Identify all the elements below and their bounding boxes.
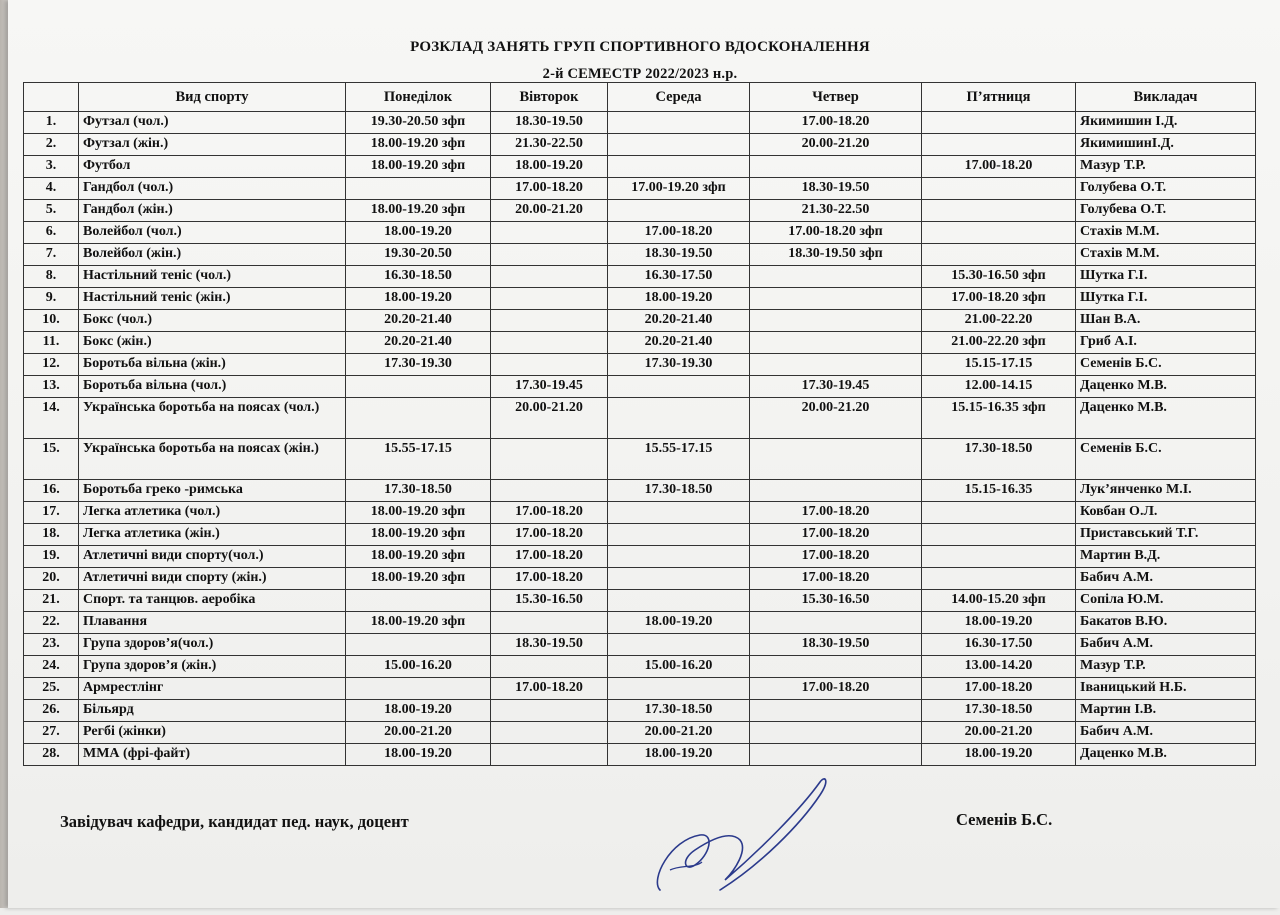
thursday-slot: 17.30-19.45 — [750, 376, 922, 398]
table-row — [24, 656, 1256, 678]
table-row — [24, 200, 1256, 222]
friday-slot: 15.30-16.50 зфп — [922, 266, 1076, 288]
sport-name: Група здоров’я(чол.) — [79, 634, 346, 656]
monday-slot: 18.00-19.20 зфп — [346, 524, 491, 546]
monday-slot: 18.00-19.20 — [346, 222, 491, 244]
row-number: 4. — [24, 178, 79, 200]
teacher-name: Бабич А.М. — [1076, 722, 1256, 744]
teacher-name: Мазур Т.Р. — [1076, 156, 1256, 178]
wednesday-slot — [608, 634, 750, 656]
thursday-slot — [750, 354, 922, 376]
sport-name: Футзал (жін.) — [79, 134, 346, 156]
monday-slot: 17.30-18.50 — [346, 480, 491, 502]
table-row — [24, 700, 1256, 722]
thursday-slot — [750, 288, 922, 310]
tuesday-slot: 17.00-18.20 — [491, 568, 608, 590]
header-sport: Вид спорту — [79, 83, 346, 112]
row-number: 10. — [24, 310, 79, 332]
table-row — [24, 439, 1256, 480]
row-number: 13. — [24, 376, 79, 398]
table-row — [24, 722, 1256, 744]
table-row — [24, 524, 1256, 546]
row-number: 8. — [24, 266, 79, 288]
teacher-name: Голубева О.Т. — [1076, 200, 1256, 222]
monday-slot: 18.00-19.20 зфп — [346, 156, 491, 178]
tuesday-slot: 17.00-18.20 — [491, 502, 608, 524]
tuesday-slot: 20.00-21.20 — [491, 398, 608, 439]
row-number: 11. — [24, 332, 79, 354]
friday-slot: 20.00-21.20 — [922, 722, 1076, 744]
sport-name: Бокс (жін.) — [79, 332, 346, 354]
table-row — [24, 678, 1256, 700]
wednesday-slot — [608, 524, 750, 546]
friday-slot — [922, 200, 1076, 222]
row-number: 18. — [24, 524, 79, 546]
wednesday-slot — [608, 200, 750, 222]
thursday-slot: 17.00-18.20 — [750, 568, 922, 590]
wednesday-slot: 18.30-19.50 — [608, 244, 750, 266]
sport-name: Боротьба вільна (чол.) — [79, 376, 346, 398]
table-row — [24, 244, 1256, 266]
monday-slot — [346, 590, 491, 612]
tuesday-slot: 17.00-18.20 — [491, 546, 608, 568]
thursday-slot: 20.00-21.20 — [750, 134, 922, 156]
wednesday-slot — [608, 568, 750, 590]
table-row — [24, 634, 1256, 656]
sport-name: Легка атлетика (жін.) — [79, 524, 346, 546]
tuesday-slot — [491, 612, 608, 634]
sport-name: Боротьба греко -римська — [79, 480, 346, 502]
wednesday-slot: 17.30-19.30 — [608, 354, 750, 376]
teacher-name: Даценко М.В. — [1076, 398, 1256, 439]
wednesday-slot — [608, 156, 750, 178]
row-number: 2. — [24, 134, 79, 156]
document-title: РОЗКЛАД ЗАНЯТЬ ГРУП СПОРТИВНОГО ВДОСКОНАЛЕННЯ — [410, 39, 870, 55]
row-number: 3. — [24, 156, 79, 178]
thursday-slot — [750, 744, 922, 766]
friday-slot: 15.15-16.35 зфп — [922, 398, 1076, 439]
thursday-slot — [750, 332, 922, 354]
wednesday-slot — [608, 590, 750, 612]
thursday-slot: 18.30-19.50 — [750, 634, 922, 656]
thursday-slot — [750, 156, 922, 178]
teacher-name: Семенів Б.С. — [1076, 354, 1256, 376]
teacher-name: ЯкимишинІ.Д. — [1076, 134, 1256, 156]
sport-name: Українська боротьба на поясах (чол.) — [79, 398, 346, 439]
tuesday-slot — [491, 266, 608, 288]
friday-slot: 18.00-19.20 — [922, 612, 1076, 634]
footer-name: Семенів Б.С. — [956, 810, 1053, 829]
monday-slot: 18.00-19.20 — [346, 744, 491, 766]
sport-name: Гандбол (жін.) — [79, 200, 346, 222]
tuesday-slot: 18.00-19.20 — [491, 156, 608, 178]
table-row — [24, 156, 1256, 178]
header-thursday: Четвер — [750, 83, 922, 112]
thursday-slot — [750, 266, 922, 288]
friday-slot: 15.15-16.35 — [922, 480, 1076, 502]
monday-slot: 18.00-19.20 зфп — [346, 200, 491, 222]
monday-slot: 20.20-21.40 — [346, 310, 491, 332]
monday-slot: 16.30-18.50 — [346, 266, 491, 288]
sport-name: Настільний теніс (жін.) — [79, 288, 346, 310]
monday-slot: 18.00-19.20 — [346, 288, 491, 310]
monday-slot — [346, 376, 491, 398]
monday-slot — [346, 634, 491, 656]
wednesday-slot — [608, 112, 750, 134]
table-row — [24, 288, 1256, 310]
teacher-name: Гриб А.І. — [1076, 332, 1256, 354]
table-row — [24, 354, 1256, 376]
sport-name: ММА (фрі-файт) — [79, 744, 346, 766]
tuesday-slot — [491, 244, 608, 266]
sport-name: Регбі (жінки) — [79, 722, 346, 744]
teacher-name: Семенів Б.С. — [1076, 439, 1256, 480]
tuesday-slot — [491, 722, 608, 744]
table-row — [24, 134, 1256, 156]
teacher-name: Шутка Г.І. — [1076, 266, 1256, 288]
thursday-slot — [750, 656, 922, 678]
thursday-slot — [750, 310, 922, 332]
sport-name: Футбол — [79, 156, 346, 178]
tuesday-slot — [491, 439, 608, 480]
friday-slot: 17.00-18.20 зфп — [922, 288, 1076, 310]
thursday-slot: 17.00-18.20 — [750, 112, 922, 134]
wednesday-slot — [608, 546, 750, 568]
tuesday-slot — [491, 700, 608, 722]
thursday-slot: 20.00-21.20 — [750, 398, 922, 439]
tuesday-slot: 15.30-16.50 — [491, 590, 608, 612]
monday-slot: 18.00-19.20 зфп — [346, 134, 491, 156]
thursday-slot — [750, 612, 922, 634]
friday-slot: 16.30-17.50 — [922, 634, 1076, 656]
thursday-slot — [750, 722, 922, 744]
thursday-slot — [750, 480, 922, 502]
table-row — [24, 398, 1256, 439]
document-subtitle: 2-й СЕМЕСТР 2022/2023 н.р. — [542, 66, 738, 82]
table-row — [24, 480, 1256, 502]
row-number: 22. — [24, 612, 79, 634]
tuesday-slot: 17.00-18.20 — [491, 678, 608, 700]
friday-slot — [922, 546, 1076, 568]
table-row — [24, 568, 1256, 590]
friday-slot: 21.00-22.20 — [922, 310, 1076, 332]
teacher-name: Мартин В.Д. — [1076, 546, 1256, 568]
monday-slot: 20.20-21.40 — [346, 332, 491, 354]
table-row — [24, 178, 1256, 200]
thursday-slot: 21.30-22.50 — [750, 200, 922, 222]
sport-name: Легка атлетика (чол.) — [79, 502, 346, 524]
row-number: 16. — [24, 480, 79, 502]
friday-slot: 17.00-18.20 — [922, 156, 1076, 178]
sport-name: Атлетичні види спорту (жін.) — [79, 568, 346, 590]
teacher-name: Шан В.А. — [1076, 310, 1256, 332]
row-number: 5. — [24, 200, 79, 222]
thursday-slot — [750, 439, 922, 480]
wednesday-slot: 15.00-16.20 — [608, 656, 750, 678]
monday-slot: 15.00-16.20 — [346, 656, 491, 678]
table-row — [24, 112, 1256, 134]
friday-slot: 15.15-17.15 — [922, 354, 1076, 376]
wednesday-slot — [608, 134, 750, 156]
sport-name: Бокс (чол.) — [79, 310, 346, 332]
header-teacher: Викладач — [1076, 83, 1256, 112]
thursday-slot: 17.00-18.20 — [750, 546, 922, 568]
thursday-slot: 18.30-19.50 — [750, 178, 922, 200]
friday-slot — [922, 222, 1076, 244]
teacher-name: Стахів М.М. — [1076, 222, 1256, 244]
sport-name: Волейбол (чол.) — [79, 222, 346, 244]
friday-slot: 17.30-18.50 — [922, 439, 1076, 480]
wednesday-slot — [608, 678, 750, 700]
tuesday-slot — [491, 354, 608, 376]
wednesday-slot — [608, 376, 750, 398]
sport-name: Більярд — [79, 700, 346, 722]
monday-slot: 18.00-19.20 зфп — [346, 568, 491, 590]
wednesday-slot: 18.00-19.20 — [608, 744, 750, 766]
wednesday-slot: 20.00-21.20 — [608, 722, 750, 744]
wednesday-slot: 17.30-18.50 — [608, 700, 750, 722]
monday-slot: 18.00-19.20 зфп — [346, 612, 491, 634]
table-row — [24, 266, 1256, 288]
thursday-slot: 17.00-18.20 — [750, 524, 922, 546]
wednesday-slot: 16.30-17.50 — [608, 266, 750, 288]
table-row — [24, 502, 1256, 524]
header-number — [24, 83, 79, 112]
table-row — [24, 376, 1256, 398]
friday-slot — [922, 502, 1076, 524]
teacher-name: Бакатов В.Ю. — [1076, 612, 1256, 634]
sport-name: Атлетичні види спорту(чол.) — [79, 546, 346, 568]
row-number: 12. — [24, 354, 79, 376]
tuesday-slot: 18.30-19.50 — [491, 112, 608, 134]
friday-slot — [922, 178, 1076, 200]
monday-slot — [346, 678, 491, 700]
tuesday-slot — [491, 288, 608, 310]
thursday-slot: 17.00-18.20 — [750, 678, 922, 700]
teacher-name: Стахів М.М. — [1076, 244, 1256, 266]
friday-slot — [922, 112, 1076, 134]
monday-slot — [346, 398, 491, 439]
paper-edge — [0, 0, 8, 908]
tuesday-slot — [491, 222, 608, 244]
row-number: 27. — [24, 722, 79, 744]
sport-name: Футзал (чол.) — [79, 112, 346, 134]
sport-name: Армрестлінг — [79, 678, 346, 700]
monday-slot: 18.00-19.20 зфп — [346, 502, 491, 524]
table-row — [24, 590, 1256, 612]
table-row — [24, 310, 1256, 332]
tuesday-slot — [491, 480, 608, 502]
monday-slot: 17.30-19.30 — [346, 354, 491, 376]
monday-slot: 15.55-17.15 — [346, 439, 491, 480]
sport-name: Настільний теніс (чол.) — [79, 266, 346, 288]
friday-slot: 17.00-18.20 — [922, 678, 1076, 700]
thursday-slot — [750, 700, 922, 722]
wednesday-slot: 17.30-18.50 — [608, 480, 750, 502]
tuesday-slot — [491, 744, 608, 766]
row-number: 28. — [24, 744, 79, 766]
thursday-slot: 17.00-18.20 зфп — [750, 222, 922, 244]
monday-slot — [346, 178, 491, 200]
teacher-name: Іваницький Н.Б. — [1076, 678, 1256, 700]
row-number: 1. — [24, 112, 79, 134]
table-row — [24, 222, 1256, 244]
friday-slot: 13.00-14.20 — [922, 656, 1076, 678]
row-number: 26. — [24, 700, 79, 722]
wednesday-slot: 18.00-19.20 — [608, 612, 750, 634]
friday-slot — [922, 134, 1076, 156]
wednesday-slot: 20.20-21.40 — [608, 310, 750, 332]
row-number: 9. — [24, 288, 79, 310]
row-number: 20. — [24, 568, 79, 590]
teacher-name: Бабич А.М. — [1076, 634, 1256, 656]
row-number: 23. — [24, 634, 79, 656]
thursday-slot: 17.00-18.20 — [750, 502, 922, 524]
header-wednesday: Середа — [608, 83, 750, 112]
tuesday-slot — [491, 656, 608, 678]
wednesday-slot: 17.00-19.20 зфп — [608, 178, 750, 200]
teacher-name: Даценко М.В. — [1076, 376, 1256, 398]
row-number: 19. — [24, 546, 79, 568]
monday-slot: 19.30-20.50 — [346, 244, 491, 266]
table-header-row — [24, 83, 1256, 112]
row-number: 7. — [24, 244, 79, 266]
tuesday-slot: 17.30-19.45 — [491, 376, 608, 398]
row-number: 6. — [24, 222, 79, 244]
row-number: 14. — [24, 398, 79, 439]
tuesday-slot: 17.00-18.20 — [491, 524, 608, 546]
signature-icon — [640, 770, 840, 915]
teacher-name: Лук’янченко М.І. — [1076, 480, 1256, 502]
monday-slot: 18.00-19.20 зфп — [346, 546, 491, 568]
tuesday-slot: 21.30-22.50 — [491, 134, 608, 156]
row-number: 17. — [24, 502, 79, 524]
friday-slot: 17.30-18.50 — [922, 700, 1076, 722]
header-monday: Понеділок — [346, 83, 491, 112]
teacher-name: Бабич А.М. — [1076, 568, 1256, 590]
monday-slot: 18.00-19.20 — [346, 700, 491, 722]
teacher-name: Ковбан О.Л. — [1076, 502, 1256, 524]
wednesday-slot: 17.00-18.20 — [608, 222, 750, 244]
header-tuesday: Вівторок — [491, 83, 608, 112]
tuesday-slot: 18.30-19.50 — [491, 634, 608, 656]
table-row — [24, 546, 1256, 568]
teacher-name: Сопіла Ю.М. — [1076, 590, 1256, 612]
monday-slot: 19.30-20.50 зфп — [346, 112, 491, 134]
row-number: 15. — [24, 439, 79, 480]
friday-slot — [922, 244, 1076, 266]
friday-slot — [922, 568, 1076, 590]
friday-slot: 14.00-15.20 зфп — [922, 590, 1076, 612]
wednesday-slot: 15.55-17.15 — [608, 439, 750, 480]
header-friday: П’ятниця — [922, 83, 1076, 112]
table-row — [24, 612, 1256, 634]
sport-name: Волейбол (жін.) — [79, 244, 346, 266]
tuesday-slot — [491, 310, 608, 332]
wednesday-slot: 20.20-21.40 — [608, 332, 750, 354]
teacher-name: Мартин І.В. — [1076, 700, 1256, 722]
tuesday-slot — [491, 332, 608, 354]
thursday-slot: 18.30-19.50 зфп — [750, 244, 922, 266]
row-number: 21. — [24, 590, 79, 612]
wednesday-slot — [608, 502, 750, 524]
friday-slot: 21.00-22.20 зфп — [922, 332, 1076, 354]
footer-position: Завідувач кафедри, кандидат пед. наук, доцент — [60, 812, 409, 831]
table-row — [24, 332, 1256, 354]
teacher-name: Шутка Г.І. — [1076, 288, 1256, 310]
row-number: 25. — [24, 678, 79, 700]
schedule-table — [23, 82, 1256, 766]
teacher-name: Мазур Т.Р. — [1076, 656, 1256, 678]
thursday-slot: 15.30-16.50 — [750, 590, 922, 612]
table-row — [24, 744, 1256, 766]
sport-name: Група здоров’я (жін.) — [79, 656, 346, 678]
friday-slot — [922, 524, 1076, 546]
tuesday-slot: 20.00-21.20 — [491, 200, 608, 222]
friday-slot: 18.00-19.20 — [922, 744, 1076, 766]
teacher-name: Приставський Т.Г. — [1076, 524, 1256, 546]
sport-name: Спорт. та танцюв. аеробіка — [79, 590, 346, 612]
sport-name: Гандбол (чол.) — [79, 178, 346, 200]
friday-slot: 12.00-14.15 — [922, 376, 1076, 398]
sport-name: Боротьба вільна (жін.) — [79, 354, 346, 376]
sport-name: Плавання — [79, 612, 346, 634]
sport-name: Українська боротьба на поясах (жін.) — [79, 439, 346, 480]
teacher-name: Якимишин І.Д. — [1076, 112, 1256, 134]
monday-slot: 20.00-21.20 — [346, 722, 491, 744]
row-number: 24. — [24, 656, 79, 678]
wednesday-slot — [608, 398, 750, 439]
wednesday-slot: 18.00-19.20 — [608, 288, 750, 310]
teacher-name: Даценко М.В. — [1076, 744, 1256, 766]
tuesday-slot: 17.00-18.20 — [491, 178, 608, 200]
teacher-name: Голубева О.Т. — [1076, 178, 1256, 200]
